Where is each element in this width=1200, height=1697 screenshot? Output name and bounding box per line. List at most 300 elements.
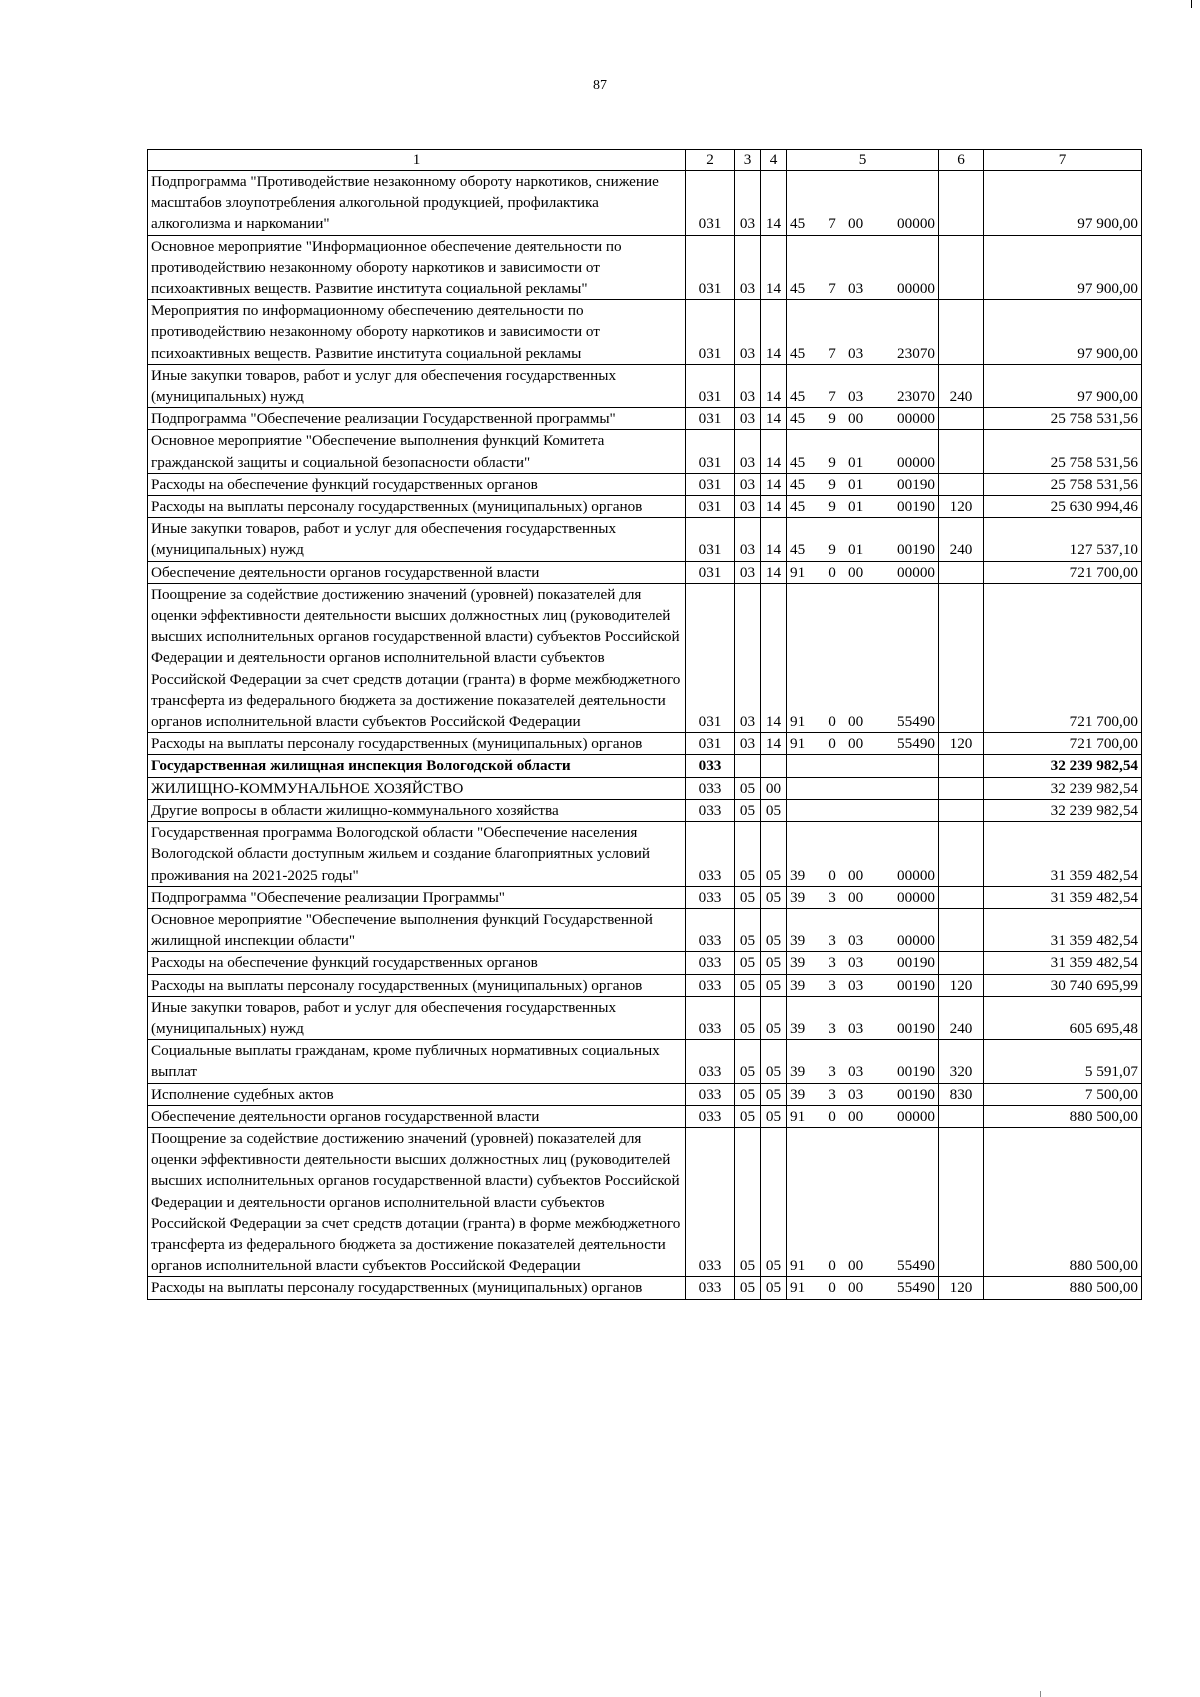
target-article-part-1: 39 [790, 954, 806, 972]
row-target-article [787, 1040, 939, 1083]
row-target-article [787, 364, 939, 407]
table-row [148, 1105, 1142, 1127]
row-expense-type [939, 235, 984, 300]
row-section-code: 05 [735, 886, 761, 908]
target-article-part-3: 01 [848, 475, 864, 493]
row-subsection-code: 05 [761, 996, 787, 1039]
row-ministry-code: 031 [686, 408, 735, 430]
target-article-part-1: 45 [790, 215, 806, 233]
row-description: Другие вопросы в области жилищно-коммунального хозяйства [148, 799, 686, 821]
row-section-code: 05 [735, 799, 761, 821]
row-description: Расходы на обеспечение функций государственных органов [148, 473, 686, 495]
target-article-part-1: 91 [790, 563, 806, 581]
row-expense-type: 120 [939, 974, 984, 996]
row-expense-type [939, 408, 984, 430]
target-article-part-1: 39 [790, 932, 806, 950]
target-article-part-1: 45 [790, 344, 806, 362]
target-article-part-1: 91 [790, 1257, 806, 1275]
target-article-part-4: 23070 [897, 388, 935, 406]
row-ministry-code: 033 [686, 755, 735, 777]
row-amount: 30 740 695,99 [984, 974, 1142, 996]
row-subsection-code: 05 [761, 1040, 787, 1083]
row-target-article [787, 473, 939, 495]
row-subsection-code: 14 [761, 171, 787, 236]
target-article-part-4: 00000 [897, 410, 935, 428]
row-target-article [787, 886, 939, 908]
row-section-code: 05 [735, 1105, 761, 1127]
table-row [148, 1083, 1142, 1105]
row-expense-type: 830 [939, 1083, 984, 1105]
table-header [148, 150, 1142, 171]
target-article-part-1: 45 [790, 388, 806, 406]
row-description: Иные закупки товаров, работ и услуг для обеспечения государственных (муниципальных) нужд [148, 518, 686, 561]
table-row [148, 408, 1142, 430]
table-row [148, 974, 1142, 996]
table-row [148, 886, 1142, 908]
row-target-article [787, 171, 939, 236]
row-ministry-code: 033 [686, 996, 735, 1039]
target-article-parts [790, 1018, 935, 1039]
target-article-part-3: 01 [848, 453, 864, 471]
target-article-part-1: 45 [790, 280, 806, 298]
row-amount: 97 900,00 [984, 171, 1142, 236]
target-article-parts [790, 930, 935, 951]
target-article-parts [790, 213, 935, 234]
header-col-2: 2 [686, 150, 735, 171]
row-section-code: 03 [735, 561, 761, 583]
row-amount: 127 537,10 [984, 518, 1142, 561]
table-row [148, 235, 1142, 300]
target-article-part-4: 00190 [897, 976, 935, 994]
target-article-parts [790, 386, 935, 407]
target-article-parts [790, 496, 935, 517]
row-description: Основное мероприятие "Обеспечение выполнения функций Комитета гражданской защиты и социальной безопасности области" [148, 430, 686, 473]
target-article-part-1: 45 [790, 541, 806, 559]
row-section-code: 03 [735, 235, 761, 300]
row-ministry-code: 033 [686, 1040, 735, 1083]
target-article-parts [790, 278, 935, 299]
budget-table [147, 149, 1142, 1300]
row-amount: 721 700,00 [984, 561, 1142, 583]
target-article-part-2: 7 [828, 388, 836, 406]
header-col-4: 4 [761, 150, 787, 171]
row-section-code: 05 [735, 822, 761, 887]
row-description: Расходы на выплаты персоналу государственных (муниципальных) органов [148, 1277, 686, 1299]
row-section-code: 03 [735, 583, 761, 732]
row-target-article [787, 1277, 939, 1299]
target-article-part-4: 00000 [897, 866, 935, 884]
row-target-article [787, 908, 939, 951]
row-description: Подпрограмма "Противодействие незаконному обороту наркотиков, снижение масштабов злоупотребления алкогольной продукцией, профилактика алкоголизма и наркомании" [148, 171, 686, 236]
row-section-code: 03 [735, 171, 761, 236]
row-expense-type [939, 952, 984, 974]
row-ministry-code: 033 [686, 952, 735, 974]
row-amount: 32 239 982,54 [984, 777, 1142, 799]
row-expense-type: 120 [939, 1277, 984, 1299]
target-article-part-2: 9 [828, 475, 836, 493]
row-description: Мероприятия по информационному обеспечению деятельности по противодействию незаконному обороту наркотиков и зависимости от психоактивных веществ. Развитие института социальной рекламы [148, 300, 686, 365]
table-row [148, 755, 1142, 777]
row-ministry-code: 031 [686, 300, 735, 365]
row-subsection-code: 05 [761, 822, 787, 887]
target-article-part-2: 9 [828, 541, 836, 559]
table-row [148, 996, 1142, 1039]
row-ministry-code: 031 [686, 583, 735, 732]
row-amount: 32 239 982,54 [984, 799, 1142, 821]
target-article-parts [790, 1061, 935, 1082]
target-article-part-1: 39 [790, 866, 806, 884]
target-article-parts [790, 539, 935, 560]
table-row [148, 799, 1142, 821]
target-article-part-2: 0 [828, 1279, 836, 1297]
target-article-part-1: 91 [790, 713, 806, 731]
table-row [148, 364, 1142, 407]
row-section-code: 05 [735, 908, 761, 951]
target-article-part-2: 3 [828, 976, 836, 994]
target-article-parts [790, 474, 935, 495]
row-ministry-code: 031 [686, 733, 735, 755]
row-target-article [787, 408, 939, 430]
row-target-article [787, 799, 939, 821]
header-col-3: 3 [735, 150, 761, 171]
target-article-part-4: 00000 [897, 453, 935, 471]
row-expense-type: 320 [939, 1040, 984, 1083]
row-section-code: 03 [735, 496, 761, 518]
target-article-parts [790, 408, 935, 429]
target-article-part-1: 91 [790, 735, 806, 753]
row-subsection-code: 05 [761, 908, 787, 951]
row-amount: 97 900,00 [984, 235, 1142, 300]
table-row [148, 1040, 1142, 1083]
row-target-article [787, 996, 939, 1039]
target-article-parts [790, 975, 935, 996]
row-amount: 97 900,00 [984, 300, 1142, 365]
row-expense-type [939, 300, 984, 365]
row-expense-type [939, 473, 984, 495]
target-article-part-4: 00000 [897, 215, 935, 233]
row-description: Подпрограмма "Обеспечение реализации Государственной программы" [148, 408, 686, 430]
row-subsection-code: 14 [761, 733, 787, 755]
row-section-code: 05 [735, 1040, 761, 1083]
row-expense-type [939, 430, 984, 473]
row-target-article [787, 777, 939, 799]
row-ministry-code: 031 [686, 235, 735, 300]
target-article-part-2: 7 [828, 344, 836, 362]
row-ministry-code: 033 [686, 974, 735, 996]
row-description: Иные закупки товаров, работ и услуг для обеспечения государственных (муниципальных) нужд [148, 996, 686, 1039]
row-target-article [787, 822, 939, 887]
header-col-5: 5 [787, 150, 939, 171]
row-section-code: 05 [735, 777, 761, 799]
target-article-part-2: 3 [828, 1019, 836, 1037]
row-subsection-code: 05 [761, 886, 787, 908]
target-article-parts [790, 952, 935, 973]
row-target-article [787, 952, 939, 974]
row-target-article [787, 518, 939, 561]
row-ministry-code: 033 [686, 908, 735, 951]
target-article-part-1: 39 [790, 976, 806, 994]
row-ministry-code: 031 [686, 518, 735, 561]
row-amount: 25 758 531,56 [984, 430, 1142, 473]
row-description: Иные закупки товаров, работ и услуг для обеспечения государственных (муниципальных) нужд [148, 364, 686, 407]
target-article-part-4: 00190 [897, 475, 935, 493]
row-section-code: 05 [735, 1127, 761, 1276]
row-section-code: 03 [735, 300, 761, 365]
row-expense-type: 120 [939, 496, 984, 518]
target-article-part-4: 00190 [897, 954, 935, 972]
row-amount: 605 695,48 [984, 996, 1142, 1039]
row-amount: 880 500,00 [984, 1127, 1142, 1276]
row-expense-type: 120 [939, 733, 984, 755]
target-article-parts [790, 1255, 935, 1276]
row-target-article [787, 561, 939, 583]
row-subsection-code: 05 [761, 1105, 787, 1127]
row-subsection-code: 14 [761, 300, 787, 365]
target-article-part-3: 00 [848, 563, 864, 581]
row-description: Государственная жилищная инспекция Вологодской области [148, 755, 686, 777]
table-row [148, 1127, 1142, 1276]
row-expense-type: 240 [939, 364, 984, 407]
target-article-parts [790, 343, 935, 364]
target-article-part-4: 55490 [897, 1279, 935, 1297]
table-row [148, 583, 1142, 732]
target-article-part-4: 55490 [897, 1257, 935, 1275]
row-expense-type [939, 777, 984, 799]
target-article-parts [790, 711, 935, 732]
target-article-part-1: 39 [790, 1063, 806, 1081]
target-article-parts [790, 1084, 935, 1105]
target-article-parts [790, 865, 935, 886]
row-target-article [787, 733, 939, 755]
target-article-part-2: 0 [828, 1257, 836, 1275]
row-amount: 32 239 982,54 [984, 755, 1142, 777]
target-article-part-3: 00 [848, 410, 864, 428]
target-article-part-2: 9 [828, 498, 836, 516]
row-expense-type: 240 [939, 996, 984, 1039]
row-amount: 721 700,00 [984, 733, 1142, 755]
row-description: Расходы на обеспечение функций государственных органов [148, 952, 686, 974]
row-ministry-code: 033 [686, 777, 735, 799]
row-ministry-code: 033 [686, 1083, 735, 1105]
row-target-article [787, 1083, 939, 1105]
target-article-part-2: 7 [828, 280, 836, 298]
row-section-code [735, 755, 761, 777]
target-article-parts [790, 1277, 935, 1298]
target-article-part-3: 00 [848, 1279, 864, 1297]
target-article-part-2: 3 [828, 888, 836, 906]
target-article-part-4: 00190 [897, 1063, 935, 1081]
row-subsection-code: 05 [761, 799, 787, 821]
row-section-code: 03 [735, 408, 761, 430]
row-subsection-code: 14 [761, 364, 787, 407]
table-row [148, 430, 1142, 473]
target-article-part-1: 45 [790, 410, 806, 428]
table-row [148, 822, 1142, 887]
table-row [148, 300, 1142, 365]
target-article-part-3: 00 [848, 1107, 864, 1125]
target-article-part-3: 00 [848, 888, 864, 906]
row-expense-type [939, 755, 984, 777]
table-row [148, 496, 1142, 518]
row-amount: 880 500,00 [984, 1105, 1142, 1127]
row-ministry-code: 031 [686, 561, 735, 583]
row-expense-type [939, 799, 984, 821]
row-description: Расходы на выплаты персоналу государственных (муниципальных) органов [148, 974, 686, 996]
target-article-part-3: 03 [848, 1085, 864, 1103]
row-amount: 31 359 482,54 [984, 908, 1142, 951]
target-article-part-4: 00190 [897, 498, 935, 516]
row-amount: 97 900,00 [984, 364, 1142, 407]
row-section-code: 05 [735, 996, 761, 1039]
scan-edge-mark-bottom [1040, 1691, 1101, 1697]
target-article-part-3: 03 [848, 932, 864, 950]
table-row [148, 171, 1142, 236]
row-subsection-code: 14 [761, 408, 787, 430]
target-article-parts [790, 452, 935, 473]
row-amount: 31 359 482,54 [984, 886, 1142, 908]
row-section-code: 05 [735, 1277, 761, 1299]
row-target-article [787, 430, 939, 473]
row-section-code: 03 [735, 473, 761, 495]
table-row [148, 473, 1142, 495]
target-article-part-2: 3 [828, 1085, 836, 1103]
table-body [148, 171, 1142, 1300]
target-article-part-2: 7 [828, 215, 836, 233]
target-article-part-4: 00000 [897, 1107, 935, 1125]
target-article-part-3: 03 [848, 1063, 864, 1081]
header-col-7: 7 [984, 150, 1142, 171]
row-amount: 25 758 531,56 [984, 473, 1142, 495]
row-subsection-code: 00 [761, 777, 787, 799]
row-target-article [787, 235, 939, 300]
table-row [148, 733, 1142, 755]
row-subsection-code [761, 755, 787, 777]
row-description: ЖИЛИЩНО-КОММУНАЛЬНОЕ ХОЗЯЙСТВО [148, 777, 686, 799]
row-expense-type [939, 561, 984, 583]
row-subsection-code: 14 [761, 518, 787, 561]
row-target-article [787, 1105, 939, 1127]
row-section-code: 05 [735, 974, 761, 996]
target-article-part-4: 00190 [897, 1085, 935, 1103]
target-article-part-3: 00 [848, 215, 864, 233]
row-target-article [787, 755, 939, 777]
row-amount: 31 359 482,54 [984, 822, 1142, 887]
target-article-part-3: 00 [848, 735, 864, 753]
table-row [148, 518, 1142, 561]
row-section-code: 05 [735, 952, 761, 974]
row-target-article [787, 496, 939, 518]
row-ministry-code: 033 [686, 1127, 735, 1276]
target-article-parts [790, 1106, 935, 1127]
row-amount: 25 630 994,46 [984, 496, 1142, 518]
row-description: Исполнение судебных актов [148, 1083, 686, 1105]
target-article-part-2: 0 [828, 713, 836, 731]
row-target-article [787, 974, 939, 996]
target-article-part-1: 91 [790, 1107, 806, 1125]
target-article-part-4: 00000 [897, 280, 935, 298]
row-ministry-code: 031 [686, 496, 735, 518]
target-article-part-4: 55490 [897, 735, 935, 753]
row-ministry-code: 031 [686, 171, 735, 236]
table-row [148, 908, 1142, 951]
target-article-part-1: 45 [790, 498, 806, 516]
row-subsection-code: 14 [761, 583, 787, 732]
row-amount: 5 591,07 [984, 1040, 1142, 1083]
target-article-part-3: 03 [848, 280, 864, 298]
target-article-part-1: 45 [790, 475, 806, 493]
table-row [148, 952, 1142, 974]
row-amount: 721 700,00 [984, 583, 1142, 732]
target-article-part-1: 39 [790, 1019, 806, 1037]
target-article-part-3: 03 [848, 976, 864, 994]
target-article-part-4: 00190 [897, 1019, 935, 1037]
row-section-code: 05 [735, 1083, 761, 1105]
row-expense-type [939, 822, 984, 887]
row-subsection-code: 05 [761, 1083, 787, 1105]
target-article-part-4: 00000 [897, 932, 935, 950]
header-col-1: 1 [148, 150, 686, 171]
table-row [148, 1277, 1142, 1299]
row-expense-type [939, 583, 984, 732]
row-description: Основное мероприятие "Информационное обеспечение деятельности по противодействию незаконному обороту наркотиков и зависимости от психоактивных веществ. Развитие института социальной рекламы" [148, 235, 686, 300]
row-description: Социальные выплаты гражданам, кроме публичных нормативных социальных выплат [148, 1040, 686, 1083]
row-subsection-code: 05 [761, 952, 787, 974]
target-article-part-2: 0 [828, 563, 836, 581]
target-article-part-2: 3 [828, 954, 836, 972]
row-section-code: 03 [735, 733, 761, 755]
row-description: Поощрение за содействие достижению значений (уровней) показателей для оценки эффективности деятельности высших должностных лиц (руководителей высших исполнительных органов государственной власти) субъектов Российской Федерации и деятельности органов исполнительной власти субъектов Российской Федерации за счет средств дотации (гранта) в форме межбюджетного трансферта из федерального бюджета за достижение показателей деятельности органов исполнительной власти субъектов Российской Федерации [148, 583, 686, 732]
row-ministry-code: 033 [686, 1277, 735, 1299]
row-ministry-code: 033 [686, 1105, 735, 1127]
row-subsection-code: 05 [761, 1127, 787, 1276]
target-article-parts [790, 562, 935, 583]
target-article-part-2: 9 [828, 410, 836, 428]
target-article-part-4: 55490 [897, 713, 935, 731]
row-description: Расходы на выплаты персоналу государственных (муниципальных) органов [148, 733, 686, 755]
row-expense-type: 240 [939, 518, 984, 561]
target-article-part-2: 9 [828, 453, 836, 471]
scan-edge-mark [1081, 0, 1192, 8]
row-expense-type [939, 886, 984, 908]
target-article-parts [790, 887, 935, 908]
row-amount: 25 758 531,56 [984, 408, 1142, 430]
target-article-part-2: 0 [828, 735, 836, 753]
row-ministry-code: 033 [686, 886, 735, 908]
row-target-article [787, 1127, 939, 1276]
target-article-part-3: 00 [848, 1257, 864, 1275]
target-article-part-4: 23070 [897, 344, 935, 362]
row-target-article [787, 583, 939, 732]
header-col-6: 6 [939, 150, 984, 171]
row-expense-type [939, 171, 984, 236]
target-article-part-1: 91 [790, 1279, 806, 1297]
row-ministry-code: 031 [686, 473, 735, 495]
target-article-part-2: 0 [828, 866, 836, 884]
row-section-code: 03 [735, 518, 761, 561]
target-article-part-3: 03 [848, 954, 864, 972]
row-subsection-code: 14 [761, 561, 787, 583]
row-target-article [787, 300, 939, 365]
target-article-part-1: 39 [790, 1085, 806, 1103]
row-description: Подпрограмма "Обеспечение реализации Программы" [148, 886, 686, 908]
row-expense-type [939, 1105, 984, 1127]
row-amount: 880 500,00 [984, 1277, 1142, 1299]
target-article-part-2: 3 [828, 1063, 836, 1081]
target-article-part-4: 00000 [897, 563, 935, 581]
row-description: Расходы на выплаты персоналу государственных (муниципальных) органов [148, 496, 686, 518]
row-subsection-code: 14 [761, 430, 787, 473]
target-article-part-2: 0 [828, 1107, 836, 1125]
